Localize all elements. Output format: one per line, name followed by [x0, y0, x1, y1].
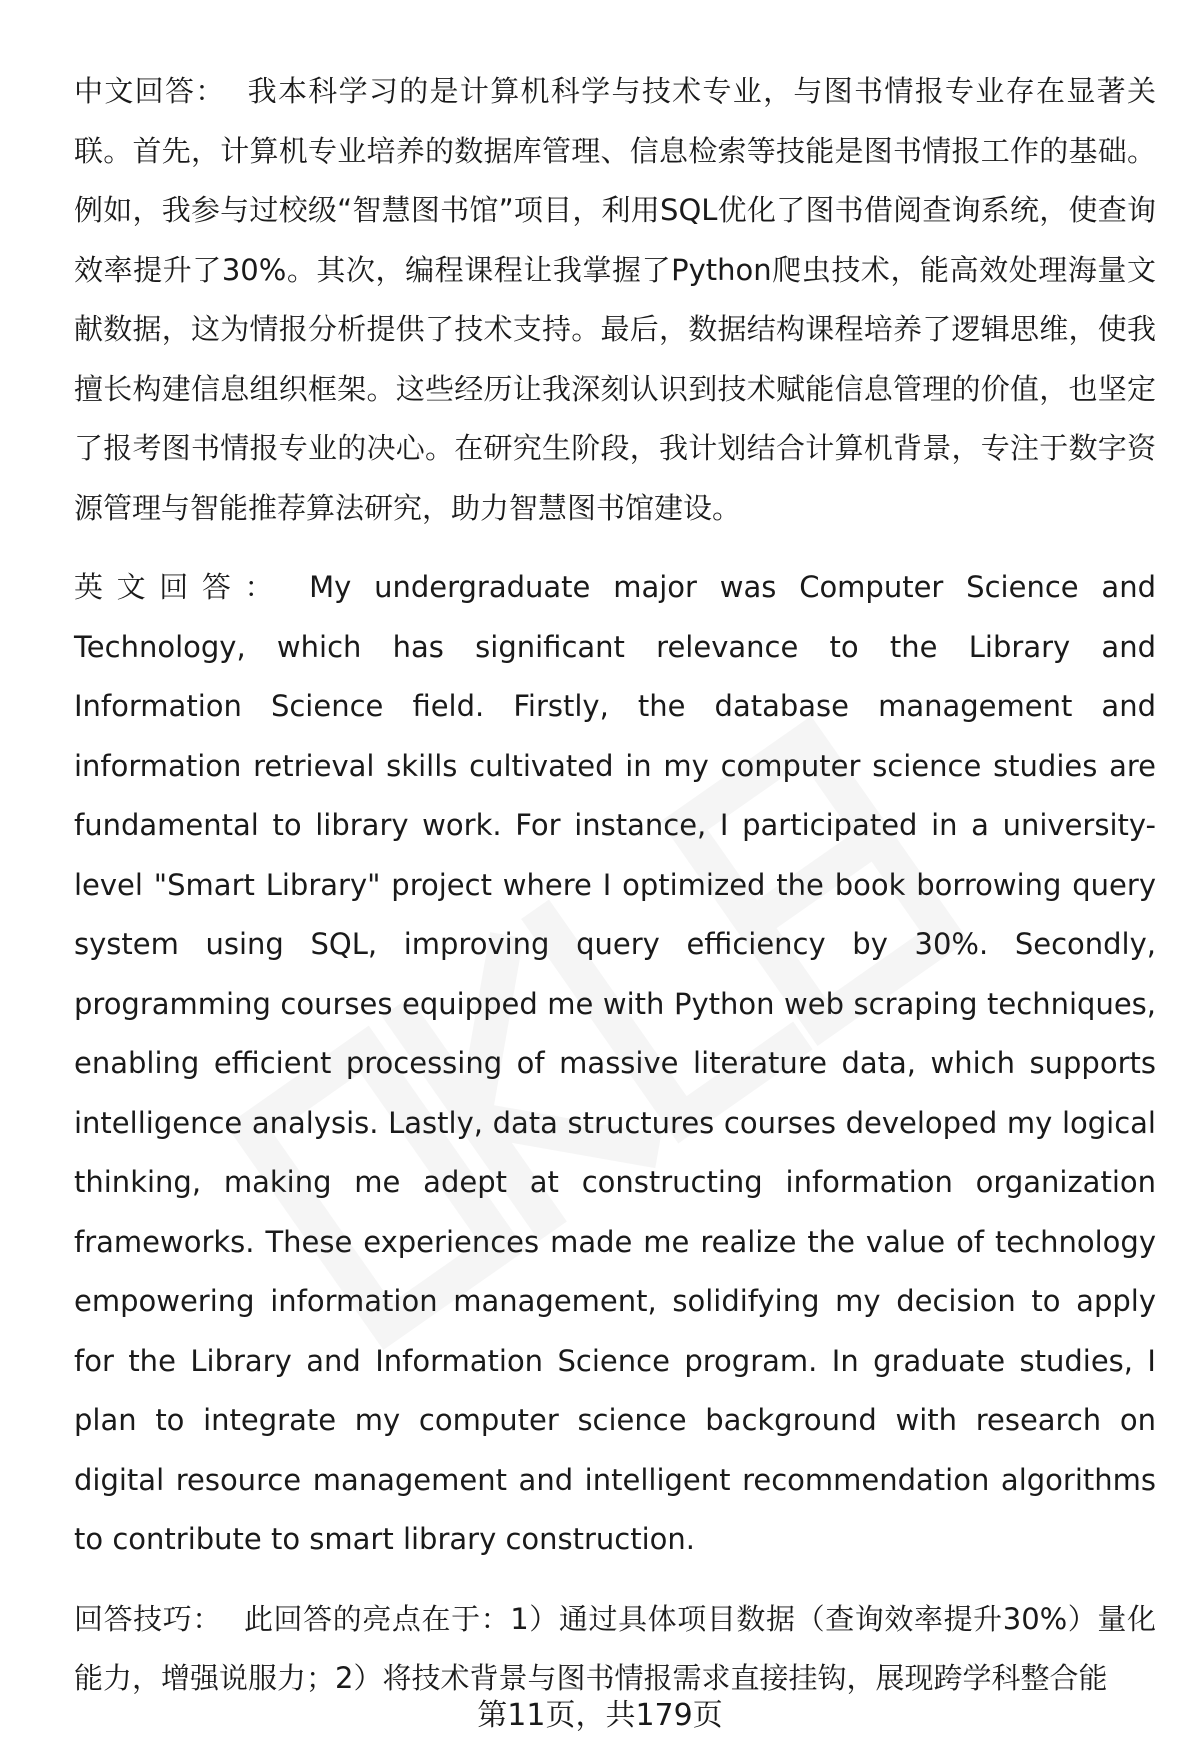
chinese-answer-label: 中文回答： [74, 74, 226, 108]
english-answer-text: My undergraduate major was Computer Science and Technology, which has significant relevance to the Library and Information Science field. Firstly, the database management and information retrieval skills cultivated in my computer science studies are fundamental to library work. For instance, I participated in a university-level "Smart Library" project where I optimized the book borrowing query system using SQL, improving query efficiency by 30%. Secondly, programming courses equipped me with Python web scraping techniques, enabling efficient processing of massive literature data, which supports intelligence analysis. Lastly, data structures courses developed my logical thinking, making me adept at constructing information organization frameworks. These experiences made me realize the value of technology empowering information management, solidifying my decision to apply for the Library and Information Science program. In graduate studies, I plan to integrate my computer science background with research on digital resource management and intelligent recommendation algorithms to contribute to smart library construction. [74, 570, 1156, 1556]
answer-tips-text: 此回答的亮点在于：1）通过具体项目数据（查询效率提升30%）量化能力，增强说服力；2）将技术背景与图书情报需求直接挂钩，展现跨学科整合能 [74, 1601, 1156, 1695]
answer-tips-label: 回答技巧： [74, 1601, 222, 1636]
chinese-answer-text: 我本科学习的是计算机科学与技术专业，与图书情报专业存在显著关联。首先，计算机专业培养的数据库管理、信息检索等技能是图书情报工作的基础。例如，我参与过校级“智慧图书馆”项目，利用SQL优化了图书借阅查询系统，使查询效率提升了30%。其次，编程课程让我掌握了Python爬虫技术，能高效处理海量文献数据，这为情报分析提供了技术支持。最后，数据结构课程培养了逻辑思维，使我擅长构建信息组织框架。这些经历让我深刻认识到技术赋能信息管理的价值，也坚定了报考图书情报专业的决心。在研究生阶段，我计划结合计算机背景，专注于数字资源管理与智能推荐算法研究，助力智慧图书馆建设。 [74, 74, 1156, 525]
page-number-footer: 第11页，共179页 [477, 1698, 723, 1733]
english-answer-paragraph [74, 558, 1156, 1570]
page-content [74, 62, 1156, 1709]
chinese-answer-paragraph [74, 62, 1156, 538]
english-answer-label: 英文回答： [74, 570, 288, 604]
